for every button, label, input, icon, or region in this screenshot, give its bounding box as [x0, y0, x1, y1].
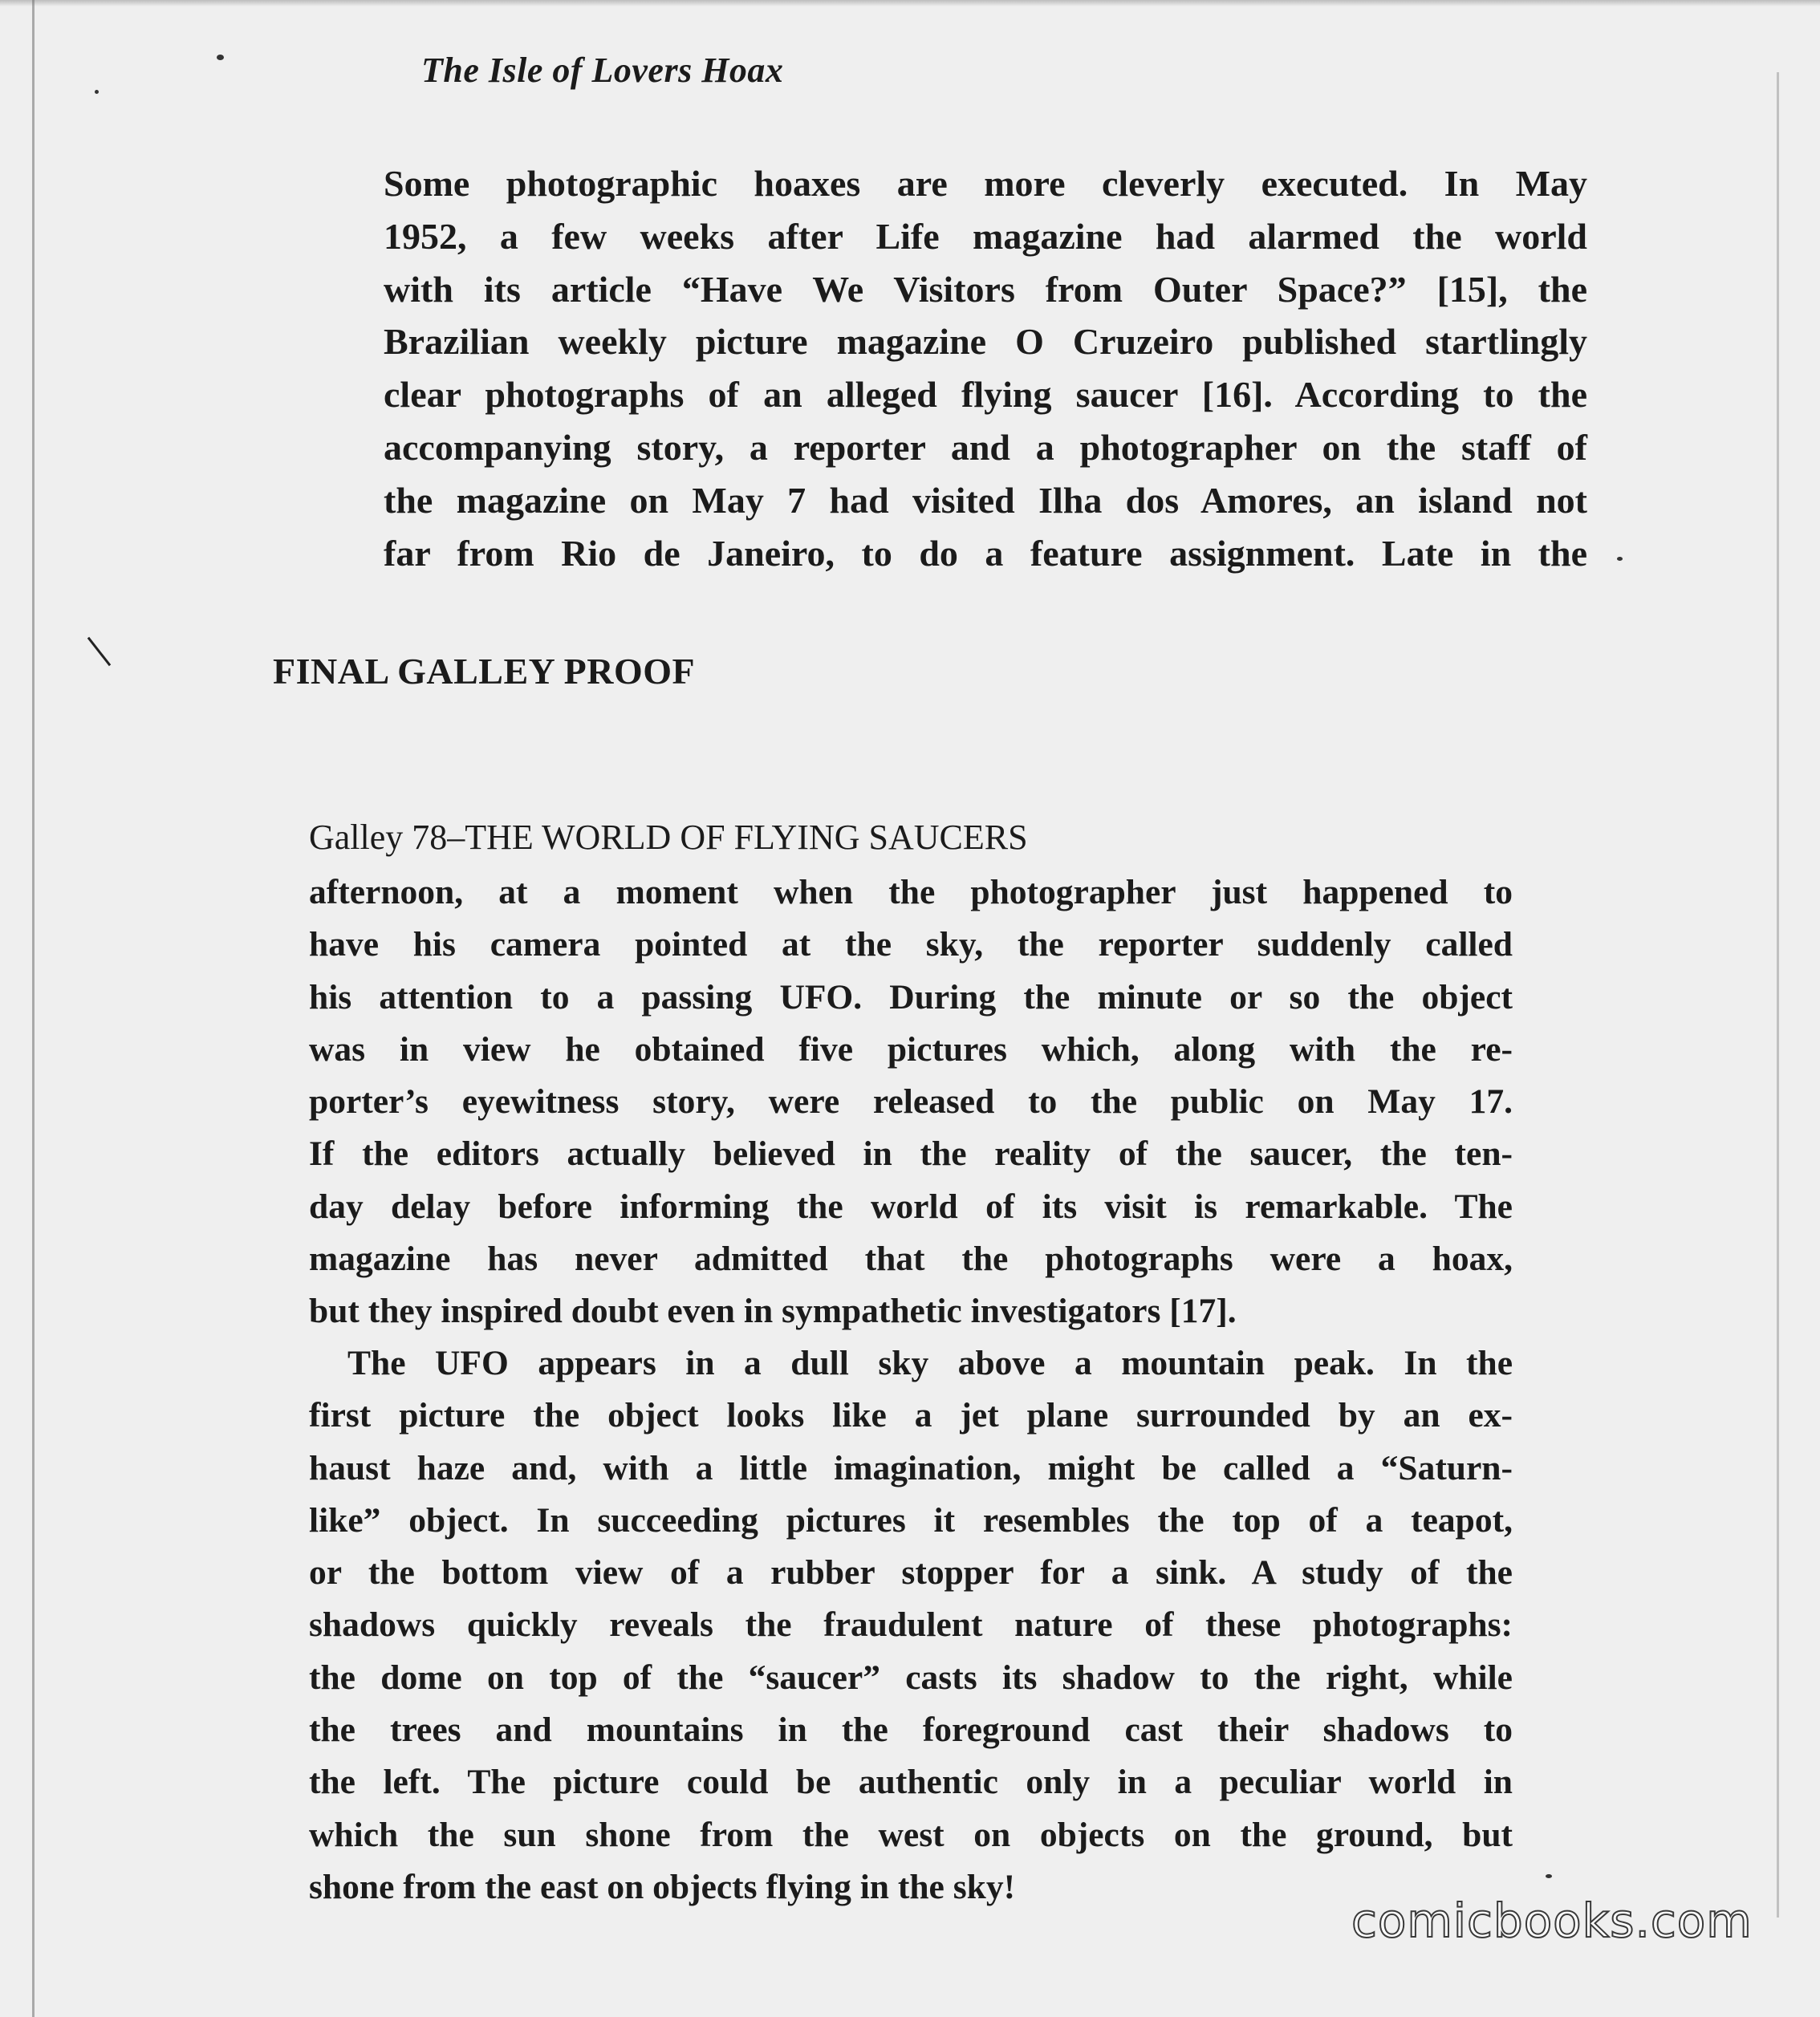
text-line: have his camera pointed at the sky, the reporter suddenly called [309, 925, 1513, 964]
text-line: haust haze and, with a little imagination, might be called a “Saturn- [309, 1448, 1513, 1487]
text-line: If the editors actually believed in the reality of the saucer, the ten- [309, 1134, 1513, 1174]
text-line: which the sun shone from the west on objects on the ground, but [309, 1815, 1513, 1854]
paragraph-1 [384, 157, 1587, 574]
text-line: but they inspired doubt even in sympathetic investigators [17]. [309, 1292, 1237, 1331]
text-line: the dome on top of the “saucer” casts its shadow to the right, while [309, 1658, 1513, 1697]
text-line: first picture the object looks like a jet plane surrounded by an ex- [309, 1396, 1513, 1435]
ink-speck [1617, 557, 1623, 561]
text-line: the trees and mountains in the foreground cast their shadows to [309, 1711, 1513, 1750]
text-line: far from Rio de Janeiro, to do a feature assignment. Late in the [384, 532, 1587, 574]
text-line: magazine has never admitted that the photographs were a hoax, [309, 1240, 1513, 1279]
pen-mark [87, 637, 111, 667]
left-margin-line [32, 0, 35, 2017]
text-line: the magazine on May 7 had visited Ilha dos Amores, an island not [384, 479, 1587, 521]
text-line: accompanying story, a reporter and a photographer on the staff of [384, 426, 1587, 468]
text-line: or the bottom view of a rubber stopper for a sink. A study of the [309, 1553, 1513, 1593]
paragraph-2 [309, 866, 1513, 1338]
ink-speck [217, 55, 224, 60]
galley-heading: Galley 78–THE WORLD OF FLYING SAUCERS [309, 818, 1028, 857]
text-line: afternoon, at a moment when the photographer just happened to [309, 873, 1513, 911]
text-line: shone from the east on objects flying in the sky! [309, 1867, 1016, 1906]
text-line: day delay before informing the world of its visit is remarkable. The [309, 1187, 1513, 1226]
text-line: shadows quickly reveals the fraudulent nature of these photographs: [309, 1605, 1513, 1645]
text-line: with its article “Have We Visitors from Outer Space?” [15], the [384, 268, 1587, 310]
text-line: Some photographic hoaxes are more cleverly executed. In May [384, 163, 1587, 204]
proof-label: FINAL GALLEY PROOF [273, 651, 696, 692]
text-line: Brazilian weekly picture magazine O Cruzeiro published startlingly [384, 321, 1587, 363]
ink-speck [1546, 1874, 1552, 1878]
ink-speck [95, 90, 99, 94]
right-margin-line [1777, 72, 1779, 1918]
text-line: the left. The picture could be authentic only in a peculiar world in [309, 1763, 1513, 1802]
top-edge [0, 0, 1820, 6]
text-line: 1952, a few weeks after Life magazine had alarmed the world [384, 215, 1587, 257]
running-title: The Isle of Lovers Hoax [421, 51, 784, 90]
text-line: porter’s eyewitness story, were released to the public on May 17. [309, 1082, 1513, 1122]
text-line: clear photographs of an alleged flying saucer [16]. According to the [384, 374, 1587, 416]
text-line: like” object. In succeeding pictures it resembles the top of a teapot, [309, 1500, 1513, 1540]
watermark-logo: comicbooks.com [1351, 1893, 1753, 1948]
text-line: his attention to a passing UFO. During the minute or so the object [309, 977, 1513, 1017]
paragraph-3 [309, 1337, 1513, 1914]
text-line: was in view he obtained five pictures which, along with the re- [309, 1029, 1513, 1069]
text-line: The UFO appears in a dull sky above a mountain peak. In the [347, 1344, 1513, 1382]
